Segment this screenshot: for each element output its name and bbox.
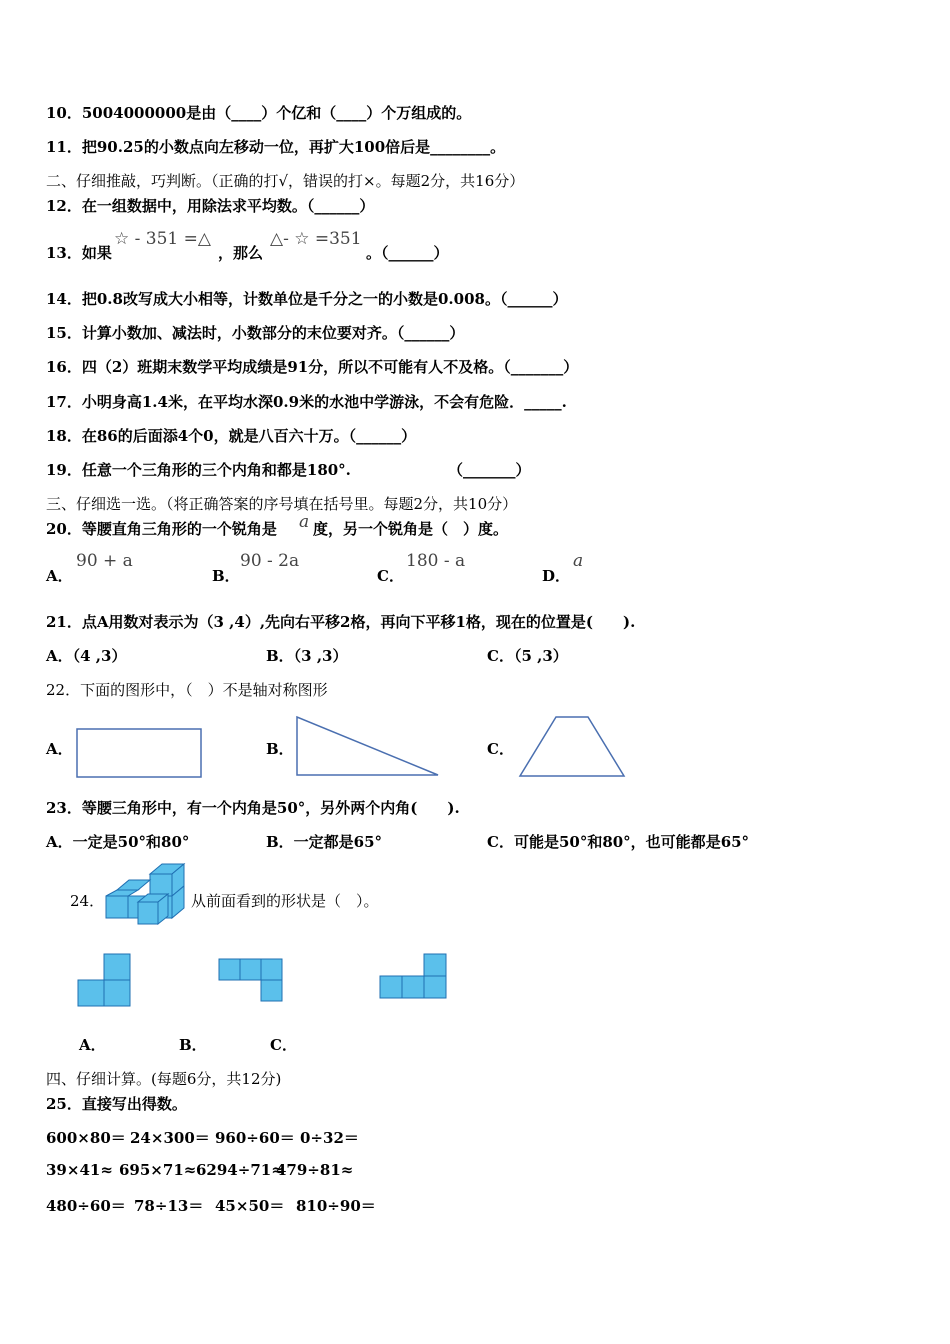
q20-option-c-expr: 180 - a	[406, 551, 466, 571]
cube-stack-image	[104, 862, 186, 928]
question-11: 11．把90.25的小数点向左移动一位，再扩大100倍后是________。	[46, 138, 506, 156]
q21-option-a: A．（4 ,3）	[46, 647, 127, 665]
question-15: 15．计算小数加、减法时，小数部分的末位要对齐。（______）	[46, 324, 465, 342]
q23-option-c: C．可能是50°和80°，也可能都是65°	[487, 833, 750, 851]
q13-mid: ，那么	[218, 244, 264, 262]
section-3-heading: 三、仔细选一选。（将正确答案的序号填在括号里。每题2分，共10分）	[46, 495, 518, 513]
calc-item: 24×300＝	[130, 1129, 210, 1147]
question-13	[46, 243, 112, 263]
view-option-a-shape	[77, 953, 133, 1007]
calc-item: 45×50＝	[215, 1197, 285, 1215]
question-18: 18．在86的后面添4个0，就是八百六十万。（______）	[46, 427, 417, 445]
q20-variable: a	[299, 512, 310, 532]
q20-option-b-label: B．	[212, 567, 240, 585]
q20-option-c-label: C．	[377, 567, 404, 585]
view-option-b-shape	[218, 958, 284, 1004]
section-4-heading: 四、仔细计算。(每题6分，共12分)	[46, 1070, 282, 1088]
calc-item: 6294÷71≈	[196, 1161, 284, 1179]
question-23: 23．等腰三角形中，有一个内角是50°，另外两个内角( ).	[46, 799, 460, 817]
question-22: 22．下面的图形中，（ ）不是轴对称图形	[46, 681, 328, 699]
q22-option-a: A．	[46, 740, 73, 758]
q13-prefix: 13．如果	[46, 244, 112, 262]
q24-option-b: B．	[179, 1036, 207, 1054]
q24-option-a: A．	[79, 1036, 106, 1054]
question-21: 21．点A用数对表示为（3 ,4）,先向右平移2格，再向下平移1格，现在的位置是( ).	[46, 613, 636, 631]
right-triangle-shape	[296, 716, 442, 778]
calc-item: 960÷60＝	[215, 1129, 295, 1147]
question-12: 12．在一组数据中，用除法求平均数。（______）	[46, 197, 375, 215]
q23-option-a: A．一定是50°和80°	[46, 833, 190, 851]
q19-blank: （_______）	[448, 461, 531, 479]
calc-row-1	[46, 1127, 359, 1148]
q13-expression-1: ☆ - 351 =△	[114, 229, 211, 249]
calc-item: 479÷81≈	[276, 1161, 354, 1179]
q20-option-b-expr: 90 - 2a	[240, 551, 300, 571]
q13-suffix: 。（______）	[366, 244, 449, 262]
q24-text: 从前面看到的形状是（ ）。	[191, 892, 379, 910]
view-option-c-shape	[379, 953, 449, 1001]
q20-option-a-expr: 90 + a	[76, 551, 133, 571]
q20-option-d-expr: a	[573, 551, 584, 571]
q24-number: 24．	[70, 892, 105, 910]
q20-prefix: 20．等腰直角三角形的一个锐角是	[46, 520, 277, 538]
trapezoid-shape	[519, 716, 627, 778]
q24-option-c: C．	[270, 1036, 297, 1054]
calc-item: 810÷90＝	[296, 1197, 376, 1215]
q20-suffix: 度，另一个锐角是（ ）度。	[313, 520, 509, 538]
calc-item: 39×41≈	[46, 1161, 113, 1179]
q20-option-a-label: A．	[46, 567, 73, 585]
question-20	[46, 519, 277, 539]
question-25: 25．直接写出得数。	[46, 1095, 187, 1113]
question-10: 10．5004000000是由（____）个亿和（____）个万组成的。	[46, 104, 472, 122]
calc-row-3	[46, 1195, 376, 1216]
q21-option-c: C．（5 ,3）	[487, 647, 568, 665]
calc-item: 78÷13＝	[134, 1197, 204, 1215]
question-14: 14．把0.8改写成大小相等，计数单位是千分之一的小数是0.008。（______）	[46, 290, 568, 308]
calc-item: 480÷60＝	[46, 1197, 126, 1215]
q22-option-c: C．	[487, 740, 514, 758]
calc-item: 0÷32＝	[300, 1129, 359, 1147]
q13-expression-2: △- ☆ =351	[270, 229, 362, 249]
q22-option-b: B．	[266, 740, 294, 758]
question-16: 16．四（2）班期末数学平均成绩是91分，所以不可能有人不及格。（_______）	[46, 358, 579, 376]
question-17: 17．小明身高1.4米，在平均水深0.9米的水池中学游泳，不会有危险．_____.	[46, 393, 567, 411]
calc-item: 695×71≈	[119, 1161, 197, 1179]
calc-row-2	[46, 1161, 353, 1179]
rectangle-shape	[76, 728, 204, 780]
q21-option-b: B．（3 ,3）	[266, 647, 348, 665]
section-2-heading: 二、仔细推敲，巧判断。（正确的打√，错误的打×。每题2分，共16分）	[46, 172, 525, 190]
calc-item: 600×80＝	[46, 1129, 126, 1147]
question-19: 19．任意一个三角形的三个内角和都是180°.	[46, 461, 351, 479]
q20-option-d-label: D．	[542, 567, 571, 585]
q23-option-b: B．一定都是65°	[266, 833, 383, 851]
